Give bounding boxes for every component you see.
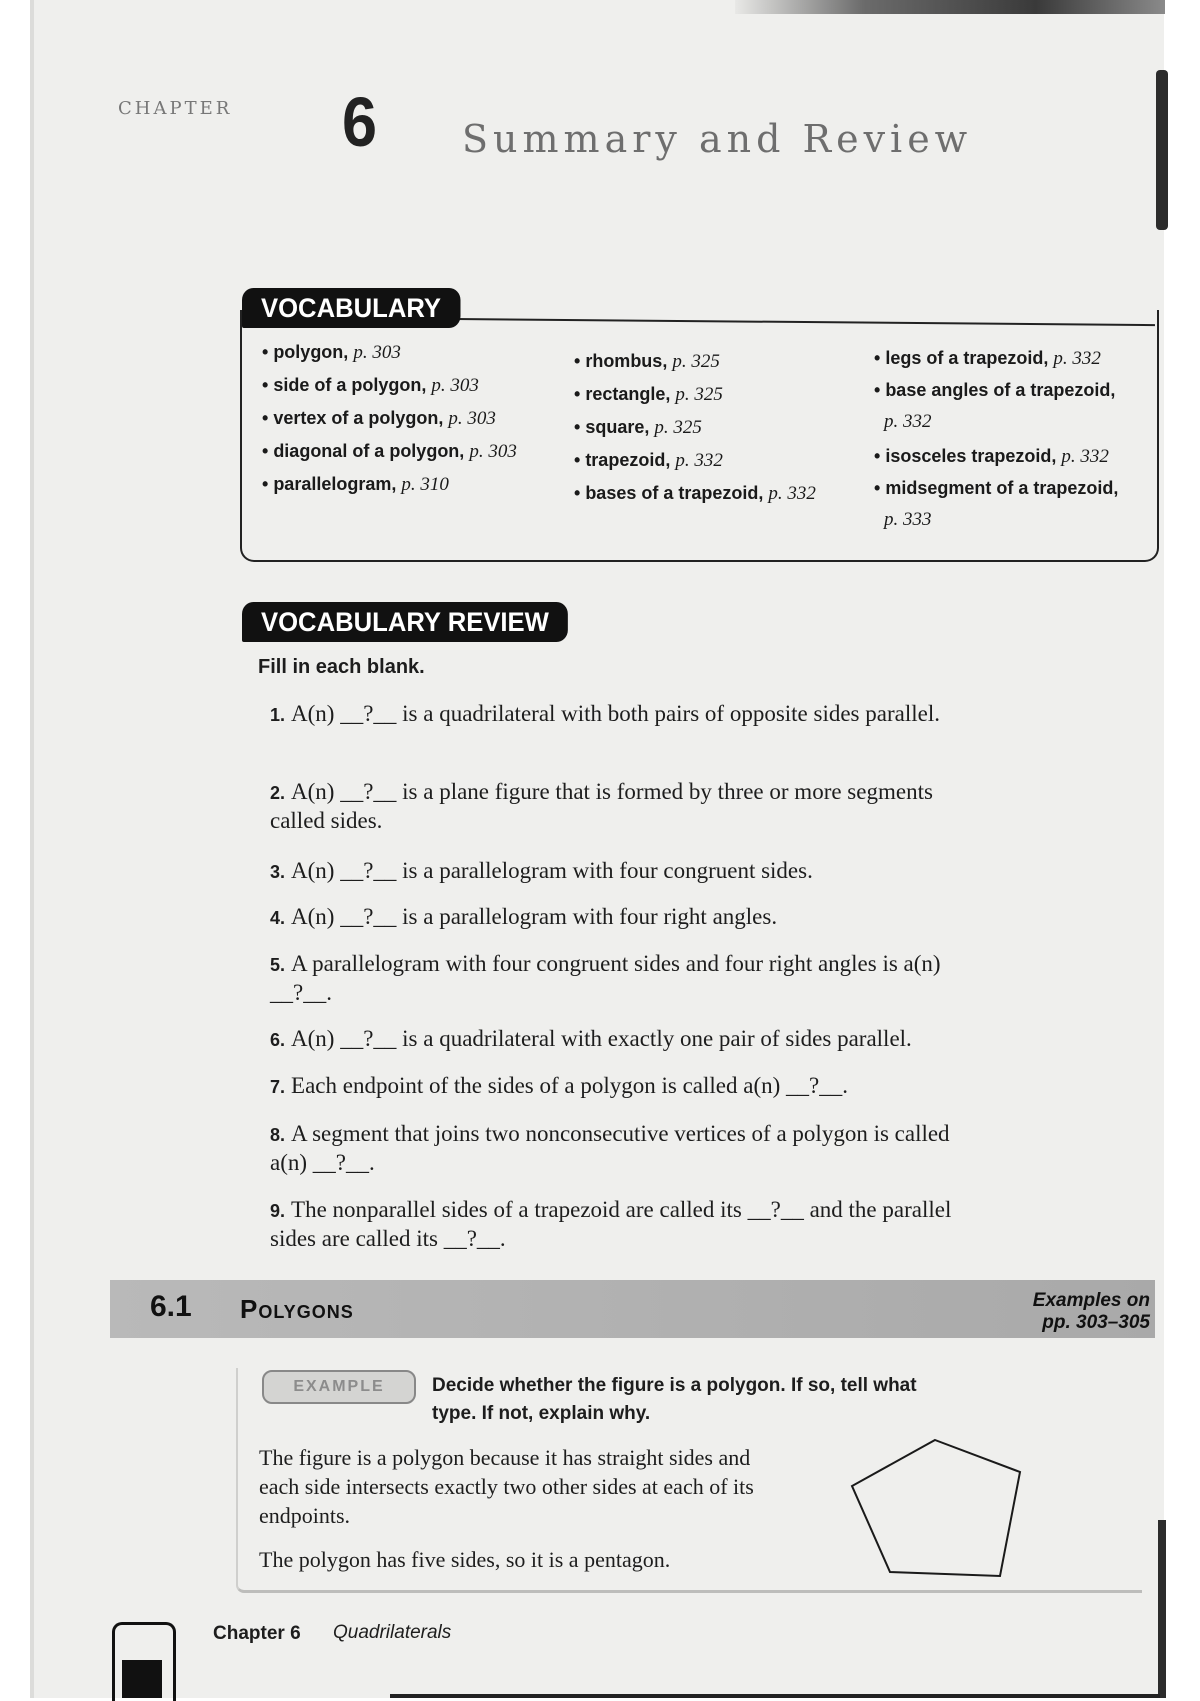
review-question: 9. The nonparallel sides of a trapezoid are called its __?__ and the parallel sides are called its __?__. [270,1197,952,1251]
section-reference [1010,1290,1150,1334]
review-question: 7. Each endpoint of the sides of a polygon is called a(n) __?__. [270,1073,848,1098]
vocabulary-item: • midsegment of a trapezoid, p. 333 [874,478,1119,530]
vocabulary-item: • diagonal of a polygon, p. 303 [262,441,517,462]
section-number: 6.1 [150,1290,192,1323]
vocabulary-item: • parallelogram, p. 310 [262,474,449,495]
vocabulary-item: • isosceles trapezoid, p. 332 [874,446,1109,467]
review-question: 3. A(n) __?__ is a parallelogram with four congruent sides. [270,858,813,883]
vocabulary-column-3 [874,342,1136,538]
vocabulary-item: • side of a polygon, p. 303 [262,375,479,396]
vocabulary-item: • rhombus, p. 325 [574,351,720,372]
footer-chapter: Chapter 6 [213,1623,301,1644]
vocabulary-column-1 [262,336,562,501]
bottom-rule [390,1694,1160,1698]
example-prompt: Decide whether the figure is a polygon. If so, tell what type. If not, explain why. [432,1375,917,1424]
review-instruction: Fill in each blank. [258,656,425,678]
review-question: 6. A(n) __?__ is a quadrilateral with exactly one pair of sides parallel. [270,1026,912,1051]
vocabulary-item: • bases of a trapezoid, p. 332 [574,483,816,504]
section-reference-line: Examples on [1032,1290,1150,1311]
vocabulary-item: • base angles of a trapezoid, p. 332 [874,380,1116,432]
vocabulary-heading: VOCABULARY [242,288,460,328]
pentagon-shape [852,1440,1020,1576]
section-reference-line: pp. 303–305 [1042,1312,1150,1333]
review-question: 4. A(n) __?__ is a parallelogram with four right angles. [270,904,778,929]
example-explanation: The figure is a polygon because it has straight sides and each side intersects exactly two other sides at each of its endpoints. [259,1445,754,1528]
review-question: 1. A(n) __?__ is a quadrilateral with both pairs of opposite sides parallel. [270,701,940,726]
chapter-number: 6 [341,83,377,161]
chapter-title: Summary and Review [462,117,973,161]
pentagon-figure [840,1430,1030,1590]
vocabulary-item: • square, p. 325 [574,417,702,438]
page-edge [1156,70,1168,230]
vocabulary-item: • polygon, p. 303 [262,342,401,363]
footer-tab-fill [122,1660,162,1698]
vocabulary-item: • trapezoid, p. 332 [574,450,723,471]
review-question: 2. A(n) __?__ is a plane figure that is formed by three or more segments called sides. [270,779,933,833]
section-title: Polygons [240,1294,354,1324]
example-conclusion: The polygon has five sides, so it is a pentagon. [259,1547,671,1572]
vocabulary-item: • vertex of a polygon, p. 303 [262,408,496,429]
vocabulary-item: • rectangle, p. 325 [574,384,723,405]
page-edge [1158,1520,1166,1698]
vocabulary-item: • legs of a trapezoid, p. 332 [874,348,1101,369]
footer-title: Quadrilaterals [333,1622,452,1643]
vocabulary-review-heading: VOCABULARY REVIEW [242,602,568,642]
example-label: EXAMPLE [262,1370,416,1404]
chapter-label: CHAPTER [118,98,233,119]
review-question: 8. A segment that joins two nonconsecutive vertices of a polygon is called a(n) __?__. [270,1121,950,1175]
review-question: 5. A parallelogram with four congruent sides and four right angles is a(n) __?__. [270,951,941,1005]
vocabulary-column-2 [574,345,834,510]
page-scuff [735,0,1165,14]
